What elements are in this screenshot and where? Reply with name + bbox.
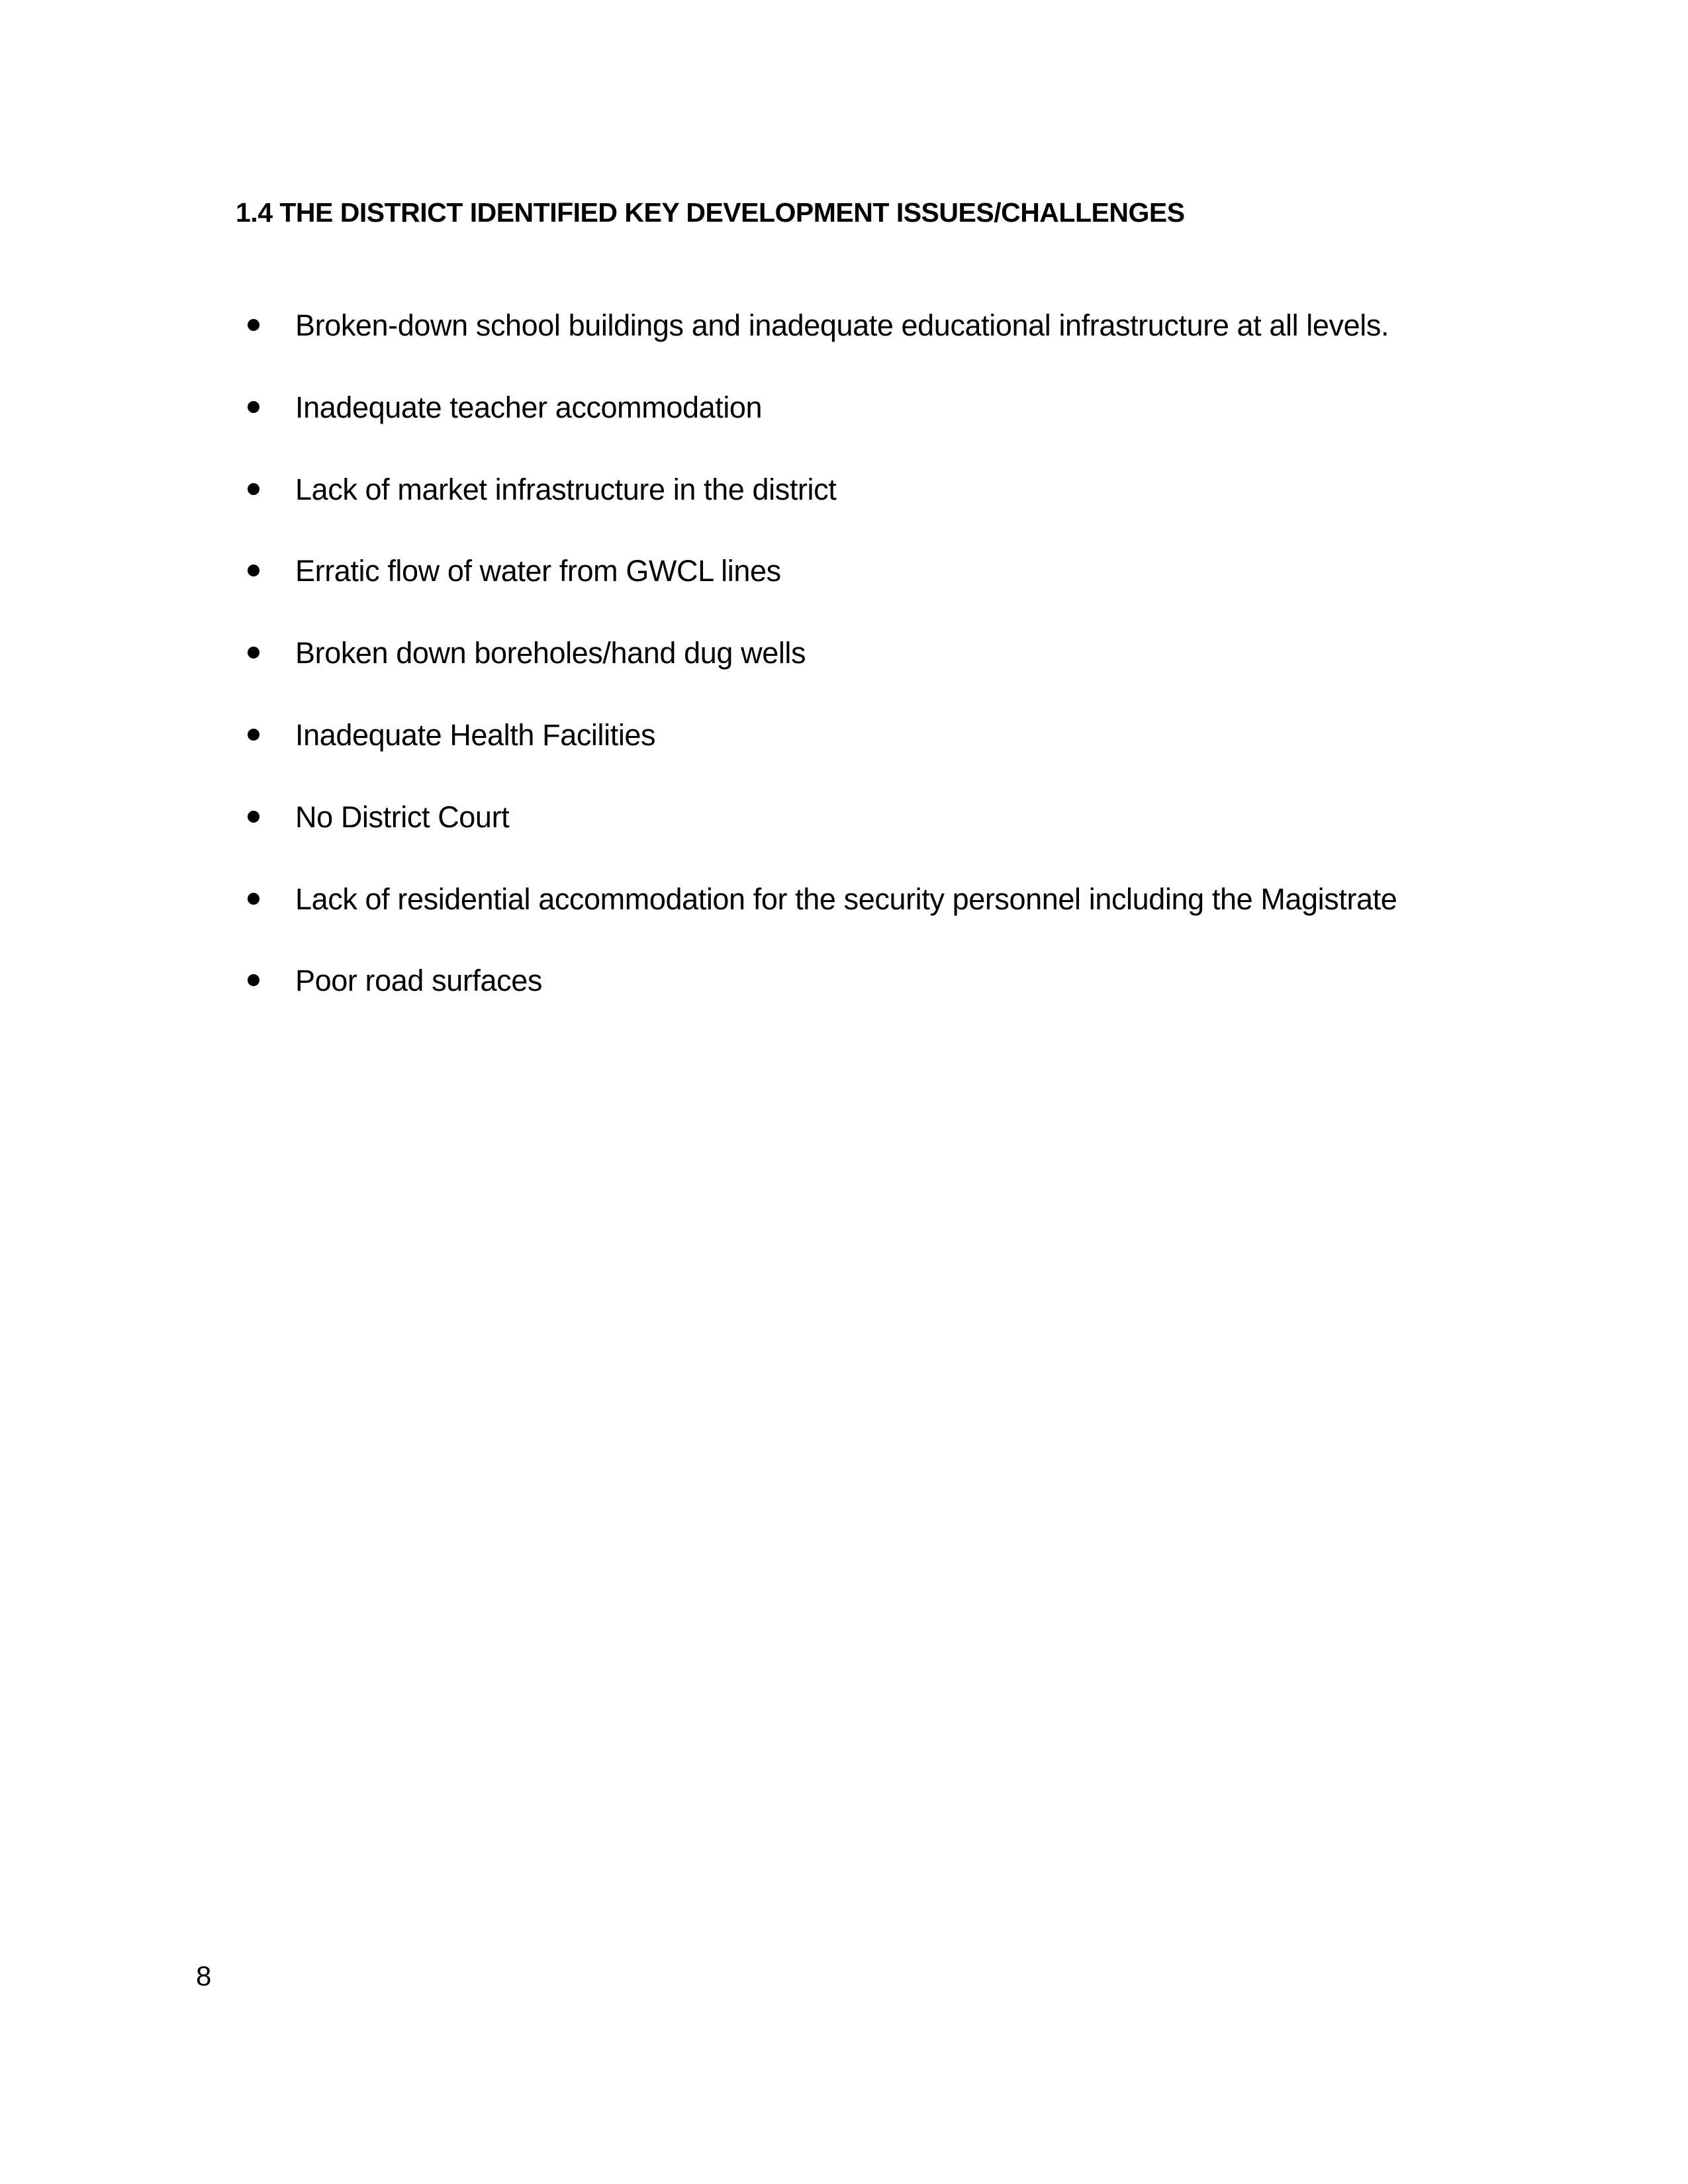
bullet-icon <box>248 401 259 413</box>
list-item-text: Lack of residential accommodation for the security personnel including the Magistrate <box>295 882 1397 916</box>
bullet-icon <box>248 319 259 331</box>
bullet-icon <box>248 483 259 495</box>
list-item-text: No District Court <box>295 800 510 834</box>
list-item-text: Inadequate Health Facilities <box>295 718 656 752</box>
list-item-text: Broken down boreholes/hand dug wells <box>295 636 806 670</box>
bullet-icon <box>248 565 259 576</box>
section-heading: 1.4 THE DISTRICT IDENTIFIED KEY DEVELOPMENT ISSUES/CHALLENGES <box>236 197 1185 228</box>
bullet-icon <box>248 974 259 986</box>
list-item-text: Lack of market infrastructure in the district <box>295 473 837 506</box>
list-item-text: Inadequate teacher accommodation <box>295 390 763 424</box>
bullet-icon <box>248 893 259 905</box>
bullet-icon <box>248 647 259 659</box>
list-item-text: Poor road surfaces <box>295 964 542 997</box>
page-number: 8 <box>196 1960 212 1991</box>
bullet-icon <box>248 729 259 741</box>
list-item-text: Erratic flow of water from GWCL lines <box>295 554 781 588</box>
bullet-icon <box>248 811 259 823</box>
list-item-text: Broken-down school buildings and inadequate educational infrastructure at all levels. <box>295 308 1389 342</box>
